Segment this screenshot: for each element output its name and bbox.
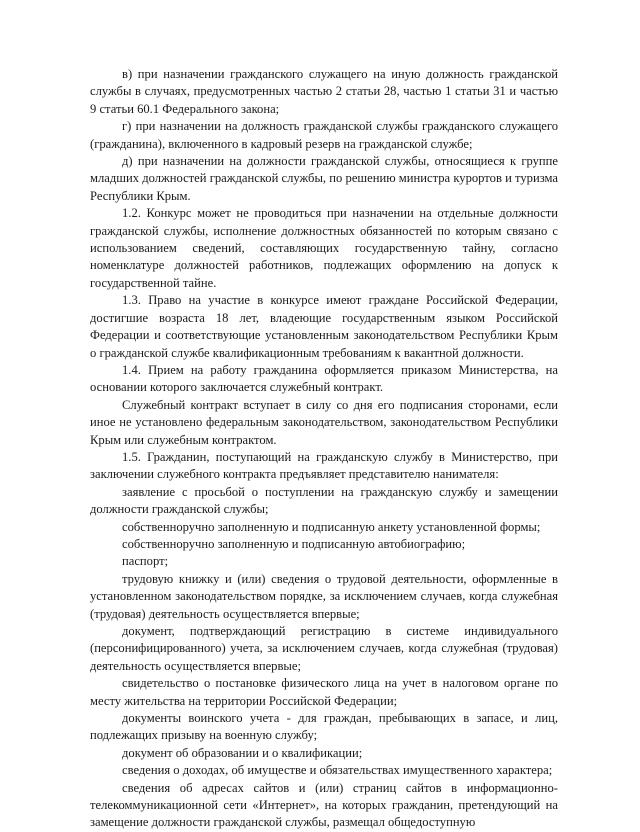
list-item-passport: паспорт; [122, 554, 169, 569]
list-item-work-record: трудовую книжку и (или) сведения о трудовой деятельности, оформленные в установленном законодательством порядке, за исключением случаев, когда служебная (трудовая) деятельность осуществляется впервые; [90, 571, 558, 621]
paragraph-1-4-hiring-order: 1.4. Прием на работу гражданина оформляется приказом Министерства, на основании которого заключается служебный контракт. [90, 362, 558, 395]
paragraph-contract-effective: Служебный контракт вступает в силу со дня его подписания сторонами, если иное не установлено федеральным законодательством, законодательством Республики Крым или служебным контрактом. [90, 397, 558, 447]
paragraph-g-personnel-reserve: г) при назначении на должность гражданской службы гражданского служащего (гражданина), включенного в кадровый резерв на гражданской службе; [90, 119, 558, 151]
list-item-tax-registration: свидетельство о постановке физического лица на учет в налоговом органе по месту жительства на территории Российской Федерации; [90, 676, 558, 708]
document-body [90, 66, 558, 832]
list-item-personal-accounting: документ, подтверждающий регистрацию в системе индивидуального (персонифицированного) учета, за исключением случаев, когда служебная (трудовая) деятельность осуществляется впервые; [90, 624, 558, 673]
paragraph-1-3-right-to-participate: 1.3. Право на участие в конкурсе имеют граждане Российской Федерации, достигшие возраста 18 лет, владеющие государственным языком Российской Федерации и соответствующие установленным законодательством Республики Крым о гражданской службе квалификационным требованиям к вакантной должности. [90, 293, 558, 360]
list-item-application: заявление с просьбой о поступлении на гражданскую службу и замещении должности гражданской службы; [90, 484, 558, 517]
list-item-questionnaire: собственноручно заполненную и подписанную анкету установленной формы; [122, 519, 541, 534]
list-item-income-information: сведения о доходах, об имуществе и обязательствах имущественного характера; [122, 763, 553, 778]
list-item-education-document: документ об образовании и о квалификации; [122, 745, 363, 760]
list-item-military-records: документы воинского учета - для граждан, пребывающих в запасе, и лиц, подлежащих призыву на военную службу; [90, 711, 558, 743]
paragraph-d-junior-positions: д) при назначении на должности гражданской службы, относящиеся к группе младших должностей гражданской службы, по решению министра курортов и туризма Республики Крым. [90, 154, 558, 203]
list-item-autobiography: собственноручно заполненную и подписанную автобиографию; [122, 536, 466, 551]
paragraph-v-other-position: в) при назначении гражданского служащего на иную должность гражданской службы в случаях, предусмотренных частью 2 статьи 28, частью 1 статьи 31 и частью 9 статьи 60.1 Федерального закона; [90, 67, 558, 116]
paragraph-1-2-no-competition: 1.2. Конкурс может не проводиться при назначении на отдельные должности гражданской службы, исполнение должностных обязанностей по которым связано с использованием сведений, составляющих государственную тайну, согласно номенклатуре должностей работников, подлежащих оформлению на допуск к государственной тайне. [90, 206, 558, 290]
paragraph-1-5-documents-intro: 1.5. Гражданин, поступающий на гражданскую службу в Министерство, при заключении служебного контракта предъявляет представителю нанимателя: [90, 449, 558, 482]
list-item-website-addresses: сведения об адресах сайтов и (или) страниц сайтов в информационно-телекоммуникационной сети «Интернет», на которых гражданин, претендующий на замещение должности гражданской службы, размещал общедоступную [90, 780, 558, 830]
